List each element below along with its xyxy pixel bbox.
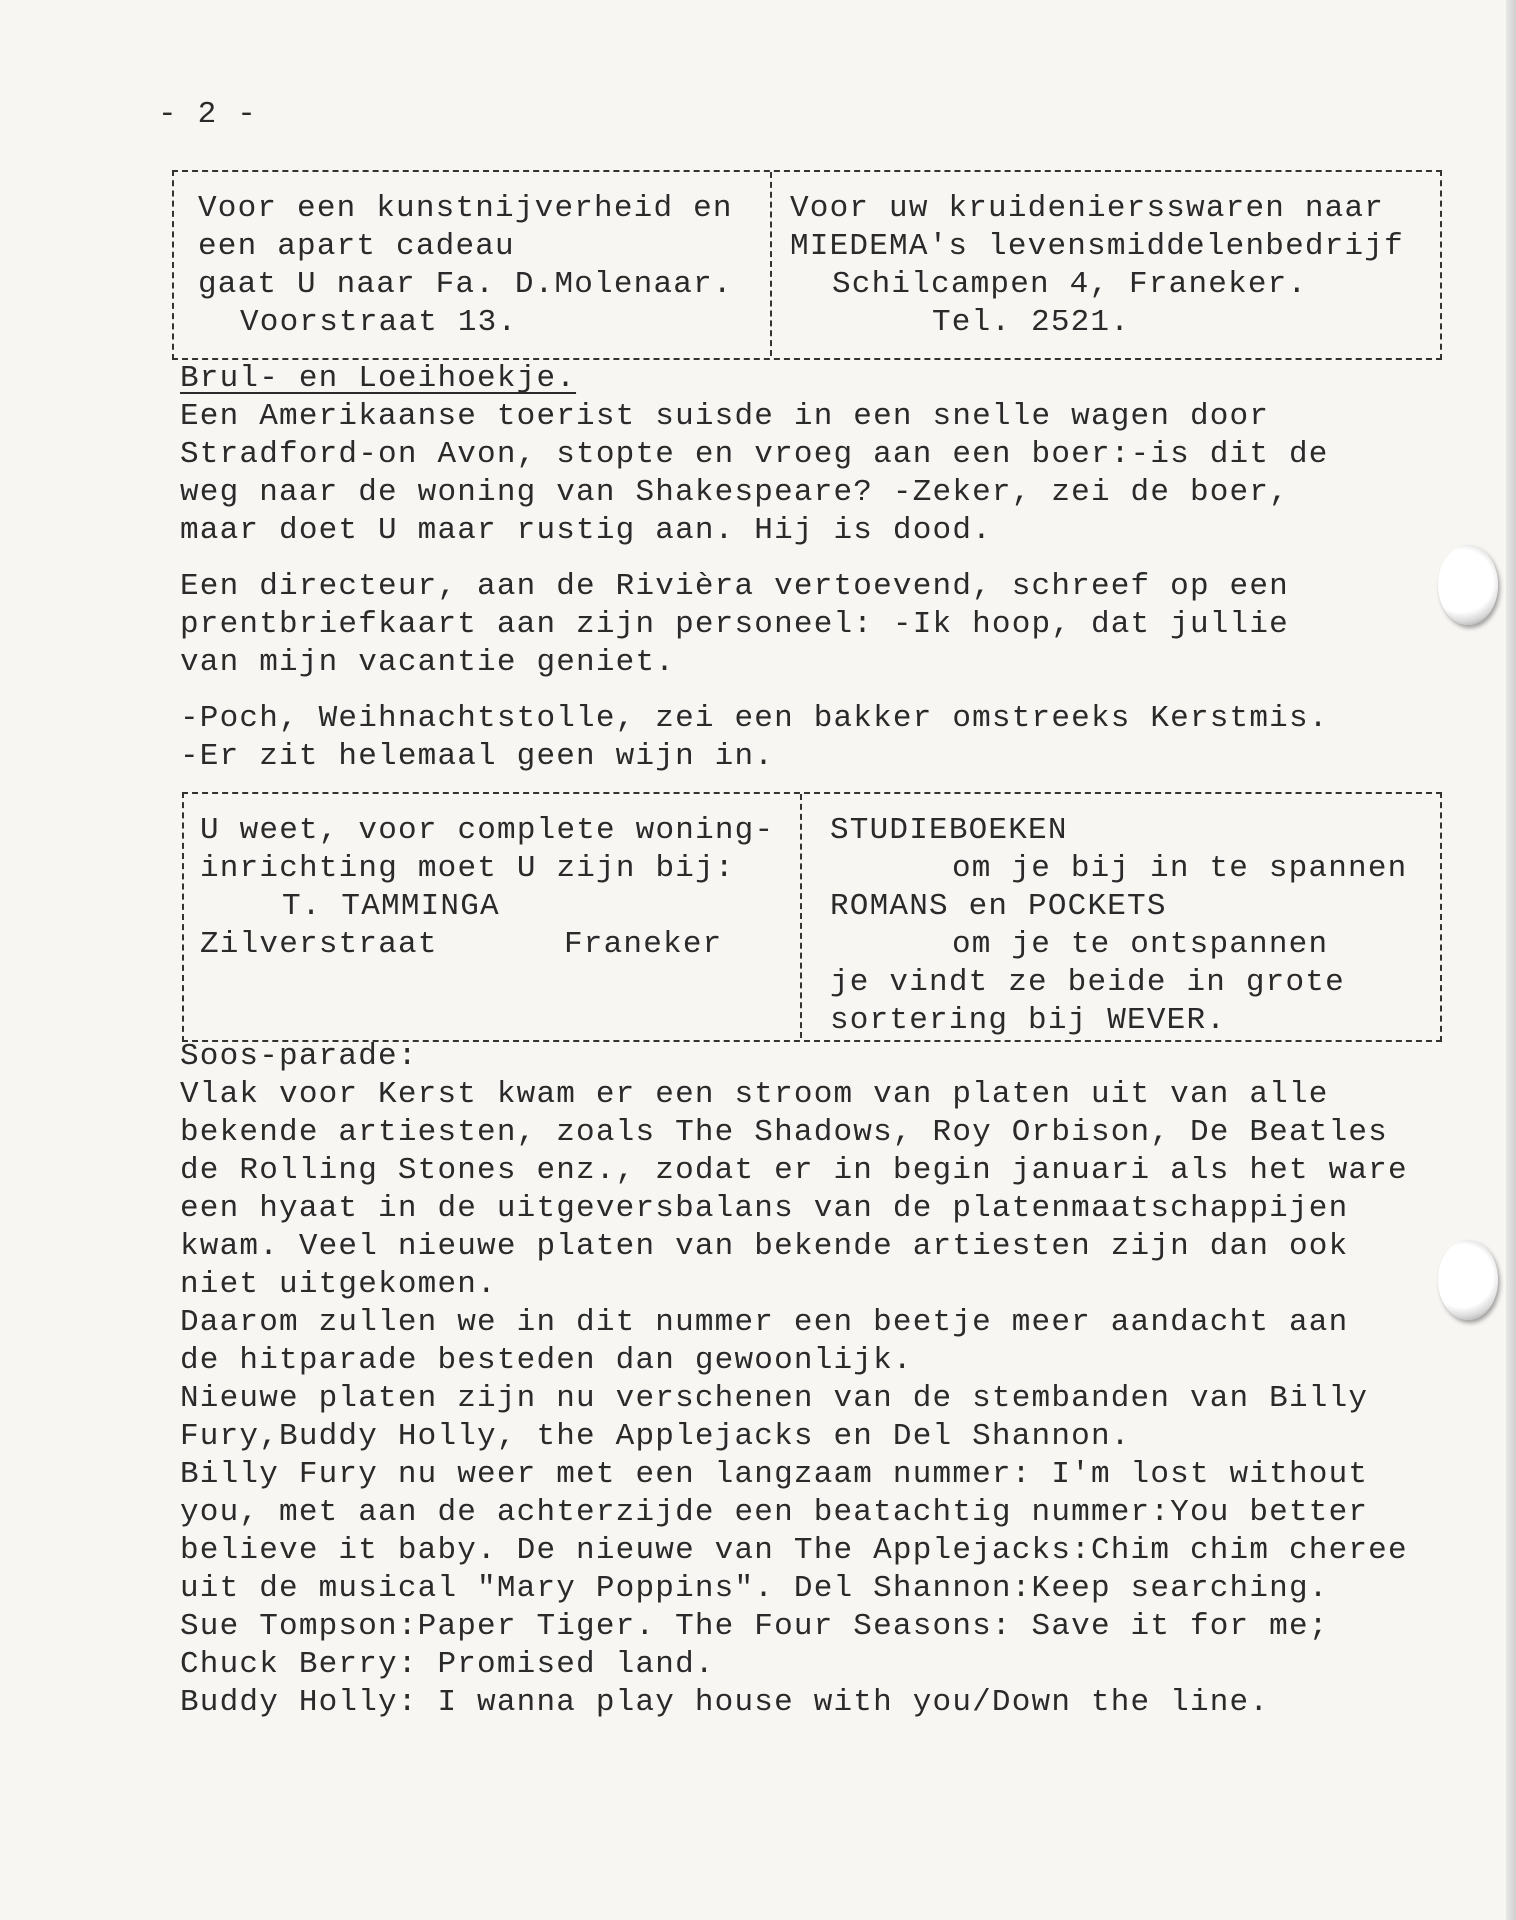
paragraph-line: believe it baby. De nieuwe van The Applejacks:Chim chim cheree [180,1533,1408,1568]
paragraph-line: Vlak voor Kerst kwam er een stroom van platen uit van alle [180,1077,1329,1112]
ad-mid-right-line: om je bij in te spannen [952,851,1408,886]
ad-mid-right-line: STUDIEBOEKEN [830,813,1068,848]
paragraph-line: kwam. Veel nieuwe platen van bekende artiesten zijn dan ook [180,1229,1349,1264]
punch-hole-lower [1438,1240,1498,1320]
paragraph-line: een hyaat in de uitgeversbalans van de platenmaatschappijen [180,1191,1349,1226]
section-heading-brul: Brul- en Loeihoekje. [180,361,577,396]
paragraph-line: de hitparade besteden dan gewoonlijk. [180,1343,913,1378]
ad-mid-right-line: ROMANS en POCKETS [830,889,1167,924]
paragraph-line: -Er zit helemaal geen wijn in. [180,739,775,774]
paragraph-line: Daarom zullen we in dit nummer een beetje meer aandacht aan [180,1305,1349,1340]
ad-mid-left-city: Franeker [564,927,723,962]
ad-mid-left-street: Zilverstraat [200,927,438,962]
ad-mid-right-line: om je te ontspannen [952,927,1329,962]
ad-top-left-line: gaat U naar Fa. D.Molenaar. [198,267,733,302]
paragraph-line: Stradford-on Avon, stopte en vroeg aan een boer:-is dit de [180,437,1329,472]
ad-mid-right-line: sortering bij WEVER. [830,1003,1227,1038]
ad-top-left-line: een apart cadeau [198,229,515,264]
paragraph-line: -Poch, Weihnachtstolle, zei een bakker omstreeks Kerstmis. [180,701,1329,736]
paragraph-line: Sue Tompson:Paper Tiger. The Four Seasons: Save it for me; [180,1609,1329,1644]
page-edge [1506,0,1516,1920]
paragraph-line: Nieuwe platen zijn nu verschenen van de stembanden van Billy [180,1381,1369,1416]
paragraph-line: bekende artiesten, zoals The Shadows, Roy Orbison, De Beatles [180,1115,1388,1150]
ad-top-right-line: Tel. 2521. [932,305,1131,340]
ad-top-left-line: Voor een kunstnijverheid en [198,191,733,226]
section-heading-soos: Soos-parade: [180,1039,418,1074]
paragraph-line: de Rolling Stones enz., zodat er in begin januari als het ware [180,1153,1408,1188]
paragraph-line: Een directeur, aan de Rivièra vertoevend, schreef op een [180,569,1289,604]
ad-mid-left-line: inrichting moet U zijn bij: [200,851,735,886]
paragraph-line: Chuck Berry: Promised land. [180,1647,715,1682]
ad-mid-left-name: T. TAMMINGA [282,889,500,924]
paragraph-line: Billy Fury nu weer met een langzaam nummer: I'm lost without [180,1457,1369,1492]
page-number: - 2 - [158,97,258,132]
paragraph-line: niet uitgekomen. [180,1267,497,1302]
paragraph-line: weg naar de woning van Shakespeare? -Zeker, zei de boer, [180,475,1289,510]
ad-mid-left-line: U weet, voor complete woning- [200,813,775,848]
paragraph-line: Fury,Buddy Holly, the Applejacks en Del Shannon. [180,1419,1131,1454]
paragraph-line: you, met aan de achterzijde een beatachtig nummer:You better [180,1495,1369,1530]
ad-top-right-line: Voor uw kruideniersswaren naar [790,191,1385,226]
paragraph-line: uit de musical "Mary Poppins". Del Shannon:Keep searching. [180,1571,1329,1606]
paragraph-line: Buddy Holly: I wanna play house with you/Down the line. [180,1685,1270,1720]
punch-hole-upper [1438,545,1498,625]
paragraph-line: Een Amerikaanse toerist suisde in een snelle wagen door [180,399,1270,434]
ad-top-right-line: MIEDEMA's levensmiddelenbedrijf [790,229,1404,264]
paragraph-line: maar doet U maar rustig aan. Hij is dood. [180,513,992,548]
ad-mid-right-line: je vindt ze beide in grote [830,965,1345,1000]
paragraph-line: van mijn vacantie geniet. [180,645,676,680]
ad-top-right-line: Schilcampen 4, Franeker. [832,267,1308,302]
ad-box-top-divider [770,172,772,356]
ad-box-middle-divider [800,794,802,1038]
paragraph-line: prentbriefkaart aan zijn personeel: -Ik hoop, dat jullie [180,607,1289,642]
ad-top-left-line: Voorstraat 13. [240,305,518,340]
